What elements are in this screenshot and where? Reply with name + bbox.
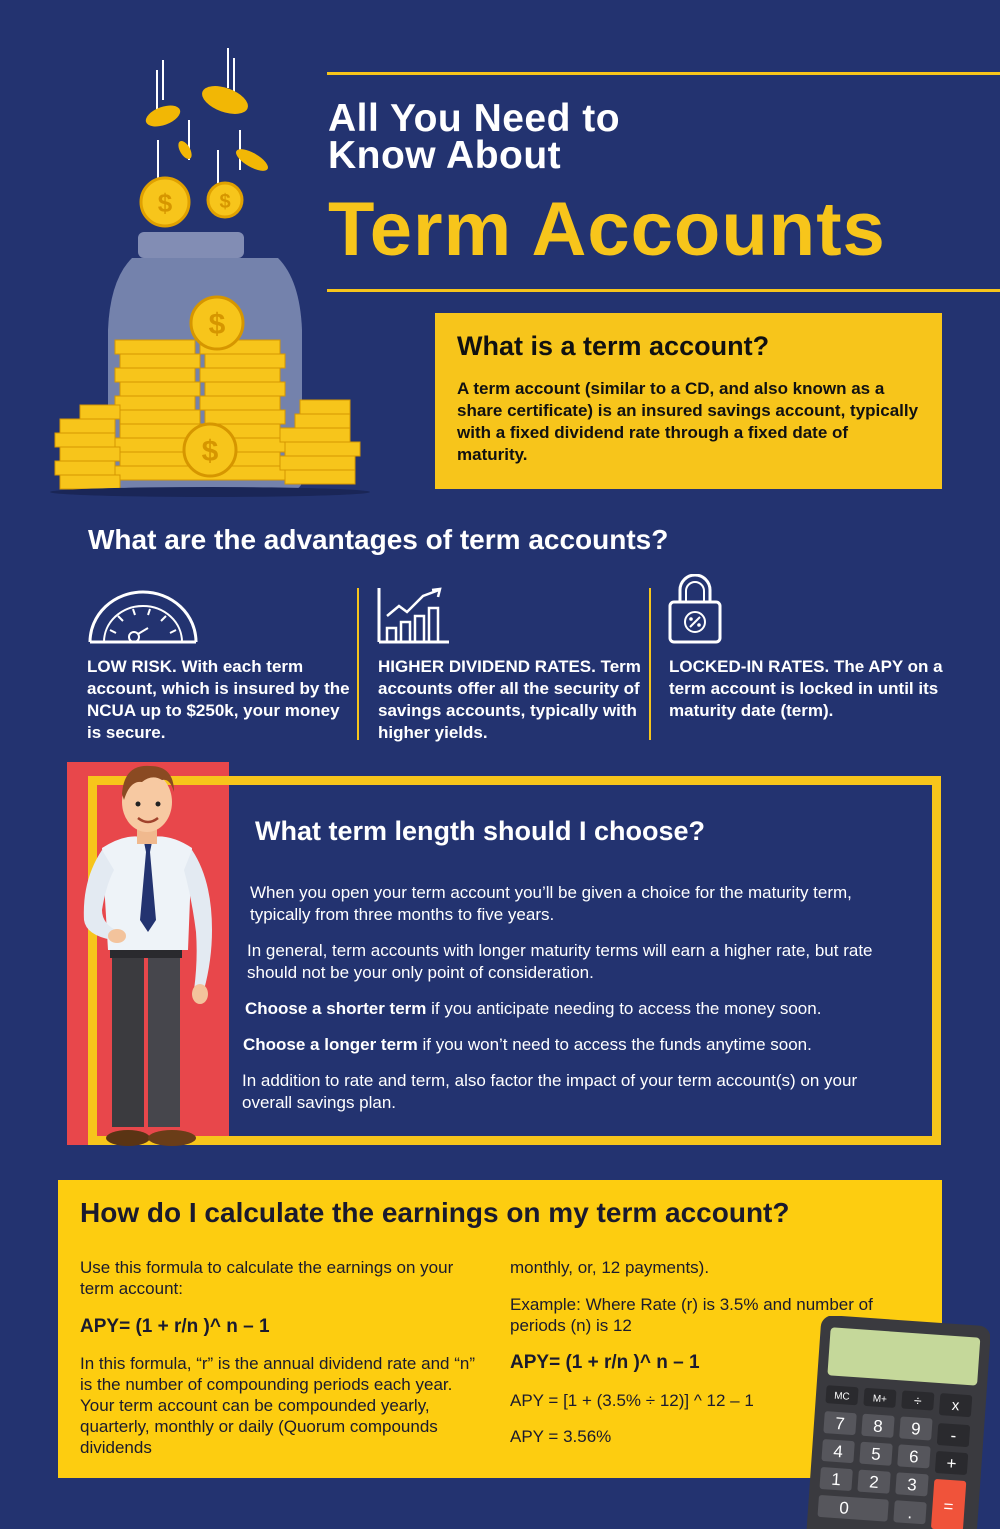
what-is-intro: A bbox=[457, 379, 474, 398]
advantages-heading: What are the advantages of term accounts? bbox=[88, 524, 669, 555]
what-is-card bbox=[435, 313, 942, 489]
term-length-heading: What term length should I choose? bbox=[255, 816, 706, 846]
term-para-1: When you open your term account you’ll be given a choice for the maturity term, typically from three months to five years. bbox=[250, 883, 852, 924]
key-4: 4 bbox=[832, 1441, 844, 1462]
calc-formula-2: APY= (1 + r/n )^ n – 1 bbox=[510, 1352, 700, 1373]
calculate-heading: How do I calculate the earnings on my term account? bbox=[80, 1197, 790, 1228]
businessman-illustration bbox=[72, 760, 232, 1148]
svg-text:$: $ bbox=[219, 191, 231, 213]
what-is-rest: (similar to a CD, and also known as a share certificate) is an insured savings account, typically with a fixed dividend rate through a fixed date of maturity. bbox=[457, 379, 919, 464]
header-bottom-rule bbox=[327, 289, 1000, 292]
key-8: 8 bbox=[872, 1416, 884, 1437]
what-is-text bbox=[457, 378, 920, 466]
key-3: 3 bbox=[906, 1475, 918, 1495]
calc-right-p2: Example: Where Rate (r) is 3.5% and number of periods (n) is 12 bbox=[510, 1295, 873, 1335]
advantage-locked-rates bbox=[669, 656, 944, 722]
title-line2: Know About bbox=[328, 134, 562, 177]
adv-text: Term accounts offer all the security of savings accounts, typically with higher yields. bbox=[378, 657, 641, 742]
calc-formula: APY= (1 + r/n )^ n – 1 bbox=[80, 1316, 270, 1337]
header-top-rule bbox=[327, 72, 1000, 75]
adv-text: With each term account, which is insured by the NCUA up to $250k, your money is secure. bbox=[87, 657, 350, 742]
gauge-icon bbox=[86, 590, 200, 646]
key-equals: = bbox=[942, 1496, 955, 1517]
term-para-4 bbox=[243, 1034, 903, 1056]
calc-left-p2: In this formula, “r” is the annual dividend rate and “n” is the number of compounding periods each year. Your term account can be compounded yearly, quarterly, monthly or daily (Quorum compounds dividends bbox=[80, 1354, 475, 1457]
what-is-heading: What is a term account? bbox=[457, 331, 770, 361]
key-multiply: x bbox=[951, 1396, 960, 1415]
adv-divider-2 bbox=[649, 588, 651, 740]
svg-text:$: $ bbox=[208, 308, 226, 341]
term-para-3 bbox=[245, 998, 905, 1020]
key-7: 7 bbox=[834, 1413, 846, 1434]
calc-result: APY = 3.56% bbox=[510, 1427, 612, 1446]
term-para-5: In addition to rate and term, also factor the impact of your term account(s) on your overall savings plan. bbox=[242, 1071, 858, 1112]
advantage-higher-dividend bbox=[378, 656, 648, 744]
svg-text:$: $ bbox=[201, 435, 219, 468]
calc-line: APY = [1 + (3.5% ÷ 12)] ^ 12 – 1 bbox=[510, 1391, 754, 1410]
term-para-2: In general, term accounts with longer maturity terms will earn a higher rate, but rate should not be your only point of consideration. bbox=[247, 941, 873, 982]
term-para-4-bold: Choose a longer term bbox=[243, 1035, 418, 1054]
key-0: 0 bbox=[838, 1498, 850, 1518]
key-mplus: M+ bbox=[872, 1393, 888, 1406]
calculator-illustration bbox=[800, 1316, 990, 1529]
growth-chart-icon bbox=[377, 586, 451, 644]
term-para-3-rest: if you anticipate needing to access the money soon. bbox=[426, 999, 822, 1018]
adv-lead: HIGHER DIVIDEND RATES. bbox=[378, 657, 596, 676]
adv-divider-1 bbox=[357, 588, 359, 740]
adv-lead: LOCKED-IN RATES. bbox=[669, 657, 830, 676]
key-mc: MC bbox=[833, 1390, 851, 1403]
advantage-low-risk bbox=[87, 656, 357, 744]
key-1: 1 bbox=[830, 1469, 842, 1490]
term-para-4-rest: if you won’t need to access the funds anytime soon. bbox=[417, 1035, 812, 1054]
key-dot: . bbox=[906, 1503, 914, 1523]
padlock-icon bbox=[668, 574, 722, 644]
page-title: Term Accounts bbox=[328, 187, 886, 272]
key-6: 6 bbox=[908, 1447, 920, 1467]
what-is-bold: term account bbox=[473, 379, 581, 398]
adv-text: The APY on a term account is locked in until its maturity date (term). bbox=[669, 657, 943, 720]
key-2: 2 bbox=[868, 1472, 880, 1492]
key-plus: + bbox=[945, 1453, 958, 1474]
term-para-3-bold: Choose a shorter term bbox=[245, 999, 427, 1018]
key-divide: ÷ bbox=[913, 1392, 923, 1409]
calc-left-p1: Use this formula to calculate the earnings on your term account: bbox=[80, 1258, 454, 1298]
calc-right-p1: monthly, or, 12 payments). bbox=[510, 1258, 710, 1277]
key-9: 9 bbox=[910, 1419, 922, 1439]
key-5: 5 bbox=[870, 1444, 882, 1465]
adv-lead: LOW RISK. bbox=[87, 657, 177, 676]
title-line1: All You Need to bbox=[328, 97, 621, 140]
key-minus: - bbox=[949, 1425, 957, 1446]
svg-text:$: $ bbox=[157, 188, 173, 218]
coin-jar-illustration bbox=[40, 40, 380, 500]
